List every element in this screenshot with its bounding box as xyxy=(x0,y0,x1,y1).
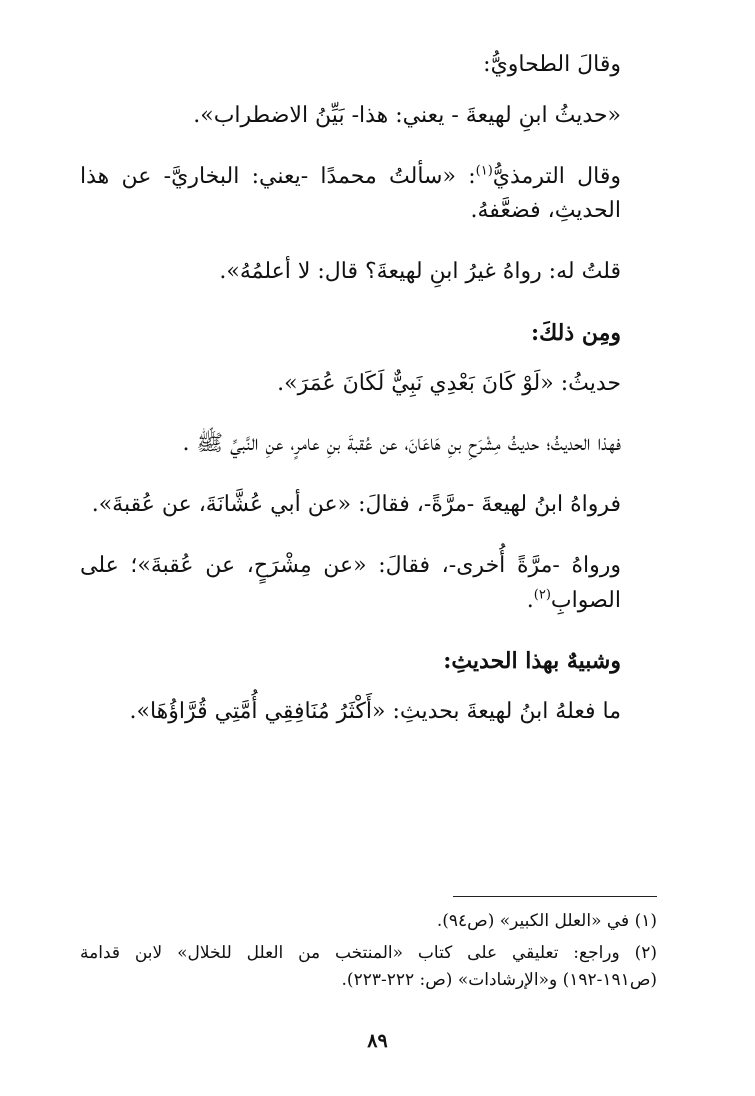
footnote-2: (٢) وراجع: تعليقي على كتاب «المنتخب من العلل للخلال» لابن قدامة (ص١٩١-١٩٢) و«الإرشادات» (ص: ٢٢٢-٢٢٣). xyxy=(80,943,657,990)
paragraph-text-continued: . xyxy=(526,587,534,613)
section-heading-similar xyxy=(80,644,657,679)
section-heading-example xyxy=(80,316,657,351)
paragraph-tahawi-intro xyxy=(80,48,657,83)
paragraph-text: ما فعلهُ ابنُ لهيعةَ بحديثِ: «أَكْثَرُ مُنَافِقِي أُمَّتِي قُرَّاؤُهَا». xyxy=(129,699,621,724)
paragraph-isnad xyxy=(80,427,657,462)
footnote-divider xyxy=(453,896,657,897)
paragraph-hadith-umar xyxy=(80,367,657,402)
paragraph-text: قلتُ له: رواهُ غيرُ ابنِ لهيعةَ؟ قال: لا أعلمُهُ». xyxy=(219,259,621,284)
paragraph-tirmidhi xyxy=(80,160,657,230)
paragraph-text: حديثُ: «لَوْ كَانَ بَعْدِي نَبِيٌّ لَكَانَ عُمَرَ». xyxy=(277,370,621,396)
main-text xyxy=(80,48,657,756)
paragraph-text: «حديثُ ابنِ لهيعةَ - يعني: هذا- بَيِّنُ الاضطراب». xyxy=(193,102,621,128)
paragraph-text: ورواهُ -مرَّةً أُخرى-، فقالَ: «عن مِشْرَحٍ، عن عُقبةَ»؛ على الصوابِ xyxy=(80,552,621,613)
paragraph-text: فرواهُ ابنُ لهيعةَ -مرَّةً-، فقالَ: «عن أبي عُشَّانَةَ، عن عُقبةَ». xyxy=(91,492,621,517)
paragraph-text: وقال الترمذيُّ xyxy=(492,163,622,189)
page-number: ٨٩ xyxy=(367,1030,388,1052)
paragraph-second-narration xyxy=(80,549,657,619)
paragraph-tahawi-quote xyxy=(80,99,657,134)
paragraph-question xyxy=(80,255,657,290)
paragraph-text: فهذا الحديثُ؛ حديثُ مِشْرَحِ بنِ هَاعَانَ، عن عُقبةَ بنِ عامرٍ، عنِ النَّبيِّ ﷺ . xyxy=(182,431,621,457)
heading-text: وشبيهٌ بهذا الحديثِ: xyxy=(443,648,621,675)
footnote-reference-1[interactable]: (١) xyxy=(475,163,493,179)
paragraph-text: وقالَ الطحاويُّ: xyxy=(483,52,621,77)
heading-text: ومِن ذلكَ: xyxy=(531,319,621,346)
paragraph-text-continued: : «سألتُ محمدًا -يعني: البخاريَّ- عن هذا الحديثِ، فضعَّفهُ. xyxy=(80,163,621,224)
footnote-1: (١) في «العلل الكبير» (ص٩٤). xyxy=(436,911,657,931)
footnote-reference-2[interactable]: (٢) xyxy=(533,587,551,603)
paragraph-first-narration xyxy=(80,488,657,523)
paragraph-hadith-munafiq xyxy=(80,695,657,730)
footnotes xyxy=(80,908,657,999)
